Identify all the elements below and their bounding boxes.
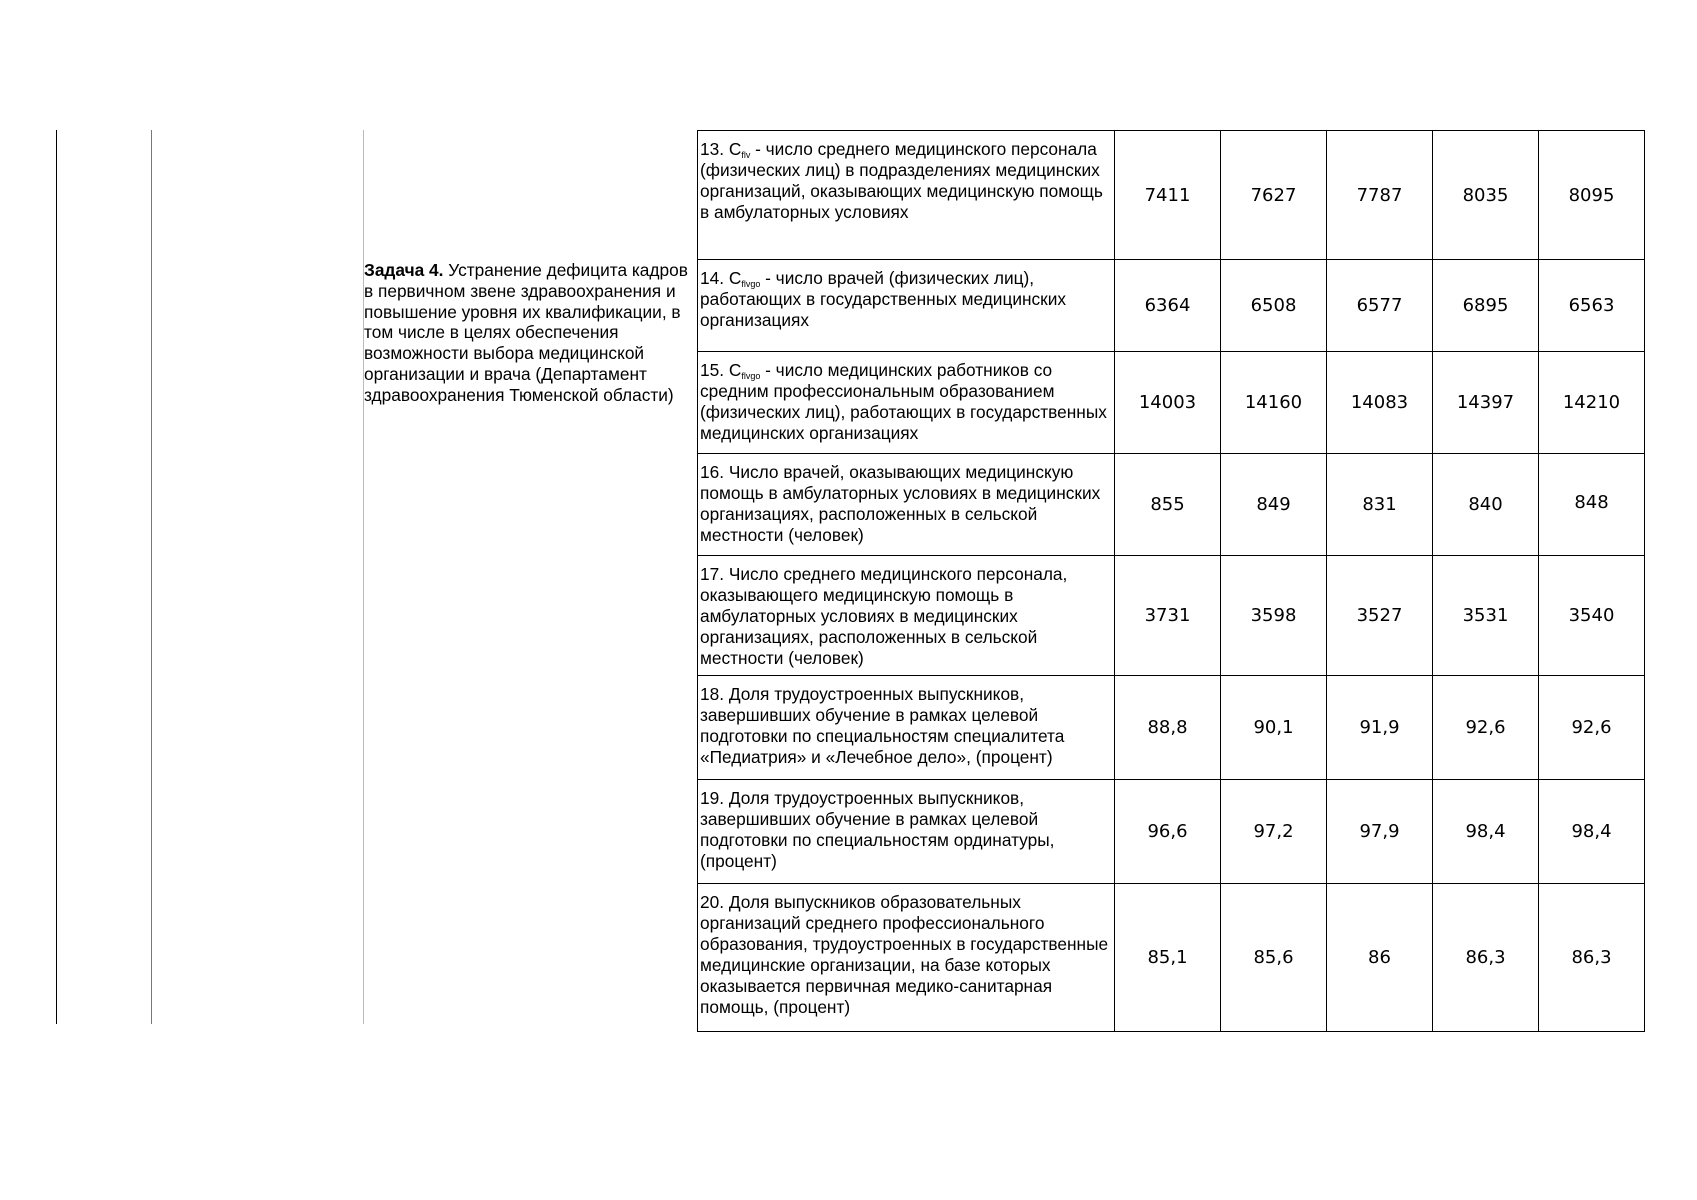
value-cell: 8095 [1539,131,1645,260]
indicator-label [698,676,1115,780]
value-cell: 86 [1327,884,1433,1032]
value-cell: 8035 [1433,131,1539,260]
value-cell: 90,1 [1221,676,1327,780]
indicator-subscript: flvgo [741,371,761,381]
table-row [698,780,1645,884]
value-cell: 3540 [1539,556,1645,676]
indicator-prefix: 17. Число среднего медицинского персонала, оказывающего медицинскую помощь в амбулаторных условиях в медицинских организациях, расположенных в сельской местности (человек) [700,564,1068,668]
task-title: Задача 4. [364,260,444,280]
indicators-table [697,130,1645,1032]
value-cell: 85,1 [1115,884,1221,1032]
value-cell: 14160 [1221,352,1327,454]
table-row [698,131,1645,260]
indicator-label [698,780,1115,884]
value-cell: 14083 [1327,352,1433,454]
value-cell: 849 [1221,454,1327,556]
value-cell: 14003 [1115,352,1221,454]
value-cell: 6508 [1221,260,1327,352]
value-cell: 92,6 [1539,676,1645,780]
indicator-prefix: 14. C [700,268,742,288]
indicator-label [698,454,1115,556]
indicator-prefix: 16. Число врачей, оказывающих медицинскую помощь в амбулаторных условиях в медицинских организациях, расположенных в сельской местности (человек) [700,462,1101,545]
value-cell: 3527 [1327,556,1433,676]
value-cell: 85,6 [1221,884,1327,1032]
indicator-label [698,352,1115,454]
value-cell: 7787 [1327,131,1433,260]
indicator-suffix: - число среднего медицинского персонала (физических лиц) в подразделениях медицинских организаций, оказывающих медицинскую помощь в амбулаторных условиях [700,139,1103,222]
value-cell: 14397 [1433,352,1539,454]
value-cell: 91,9 [1327,676,1433,780]
table-row [698,260,1645,352]
table-row [698,676,1645,780]
table-row [698,454,1645,556]
value-cell: 6364 [1115,260,1221,352]
indicator-prefix: 13. C [700,139,742,159]
value-cell: 86,3 [1539,884,1645,1032]
indicator-prefix: 18. Доля трудоустроенных выпускников, завершивших обучение в рамках целевой подготовки по специальностям специалитета «Педиатрия» и «Лечебное дело», (процент) [700,684,1065,767]
column-border-left [56,130,57,1024]
task-text: Устранение дефицита кадров в первичном звене здравоохранения и повышение уровня их квалификации, в том числе в целях обеспечения возможности выбора медицинской организации и врача (Департамент здравоохранения Тюменской области) [364,260,688,405]
value-cell: 97,2 [1221,780,1327,884]
value-cell: 840 [1433,454,1539,556]
value-cell: 6577 [1327,260,1433,352]
value-cell: 86,3 [1433,884,1539,1032]
indicator-prefix: 15. C [700,360,742,380]
indicator-subscript: flv [741,150,751,160]
value-cell: 6895 [1433,260,1539,352]
value-cell: 3531 [1433,556,1539,676]
value-cell: 88,8 [1115,676,1221,780]
indicator-prefix: 19. Доля трудоустроенных выпускников, завершивших обучение в рамках целевой подготовки по специальностям ординатуры, (процент) [700,788,1055,871]
column-border-second [151,130,152,1024]
value-cell: 3731 [1115,556,1221,676]
indicator-prefix: 20. Доля выпускников образовательных организаций среднего профессионального образования, трудоустроенных в государственные медицинские организации, на базе которых оказывается первичная медико-санитарная помощь, (процент) [700,892,1109,1017]
value-cell: 3598 [1221,556,1327,676]
value-cell: 848 [1539,454,1645,556]
value-cell: 7411 [1115,131,1221,260]
value-cell: 831 [1327,454,1433,556]
indicator-label [698,260,1115,352]
value-cell: 98,4 [1433,780,1539,884]
value-cell: 92,6 [1433,676,1539,780]
value-cell: 6563 [1539,260,1645,352]
table-row [698,352,1645,454]
table-row [698,556,1645,676]
indicator-subscript: flvgo [741,279,761,289]
table-row [698,884,1645,1032]
value-cell: 855 [1115,454,1221,556]
indicator-label [698,884,1115,1032]
indicator-suffix: - число медицинских работников со средним профессиональным образованием (физических лиц), работающих в государственных медицинских организациях [700,360,1107,443]
value-cell: 14210 [1539,352,1645,454]
indicator-label [698,131,1115,260]
value-cell: 7627 [1221,131,1327,260]
value-cell: 98,4 [1539,780,1645,884]
task-description [364,260,694,406]
value-cell: 96,6 [1115,780,1221,884]
value-cell: 97,9 [1327,780,1433,884]
indicator-label [698,556,1115,676]
indicator-suffix: - число врачей (физических лиц), работающих в государственных медицинских организациях [700,268,1067,330]
